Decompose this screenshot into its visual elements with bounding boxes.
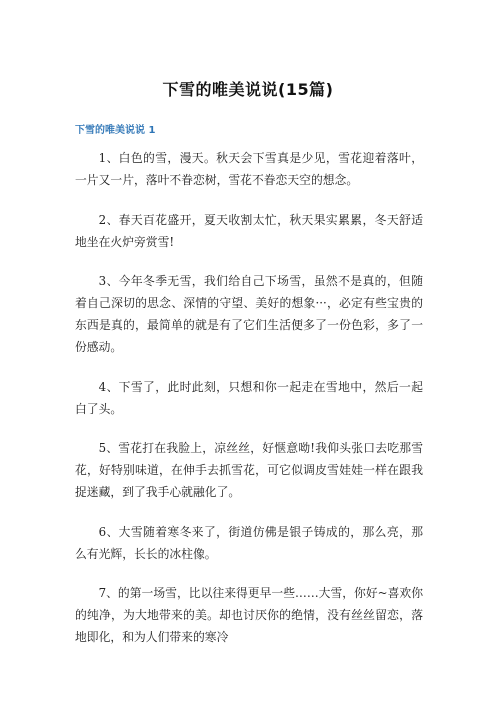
document-body — [75, 147, 423, 666]
paragraph-4: 4、下雪了，此时此刻，只想和你一起走在雪地中，然后一起白了头。 — [75, 379, 423, 416]
paragraph-5: 5、雪花打在我脸上，凉丝丝，好惬意呦!我仰头张口去吃那雪花，好特别味道，在伸手去抓雪花，可它似调皮雪娃娃一样在跟我捉迷藏，到了我手心就融化了。 — [75, 441, 423, 499]
section-heading: 下雪的唯美说说 1 — [75, 125, 156, 136]
paragraph-2: 2、春天百花盛开，夏天收割太忙，秋天果实累累，冬天舒适地坐在火炉旁赏雪! — [75, 212, 423, 249]
paragraph-3: 3、今年冬季无雪，我们给自己下场雪，虽然不是真的，但随着自己深切的思念、深情的守望、美好的想象···，必定有些宝贵的东西是真的，最简单的就是有了它们生活便多了一份色彩，多了一份感动。 — [75, 274, 423, 354]
paragraph-1: 1、白色的雪，漫天。秋天会下雪真是少见，雪花迎着落叶，一片又一片，落叶不眷恋树，雪花不眷恋天空的想念。 — [75, 151, 423, 187]
paragraph-7: 7、的第一场雪，比以往来得更早一些……大雪，你好~喜欢你的纯净，为大地带来的美。却也讨厌你的绝情，没有丝丝留恋，落地即化，和为人们带来的寒冷 — [75, 586, 423, 644]
document-title: 下雪的唯美说说(15篇) — [162, 80, 334, 99]
paragraph-6: 6、大雪随着寒冬来了，街道仿佛是银子铸成的，那么亮，那么有光辉，长长的冰柱像。 — [75, 524, 423, 561]
